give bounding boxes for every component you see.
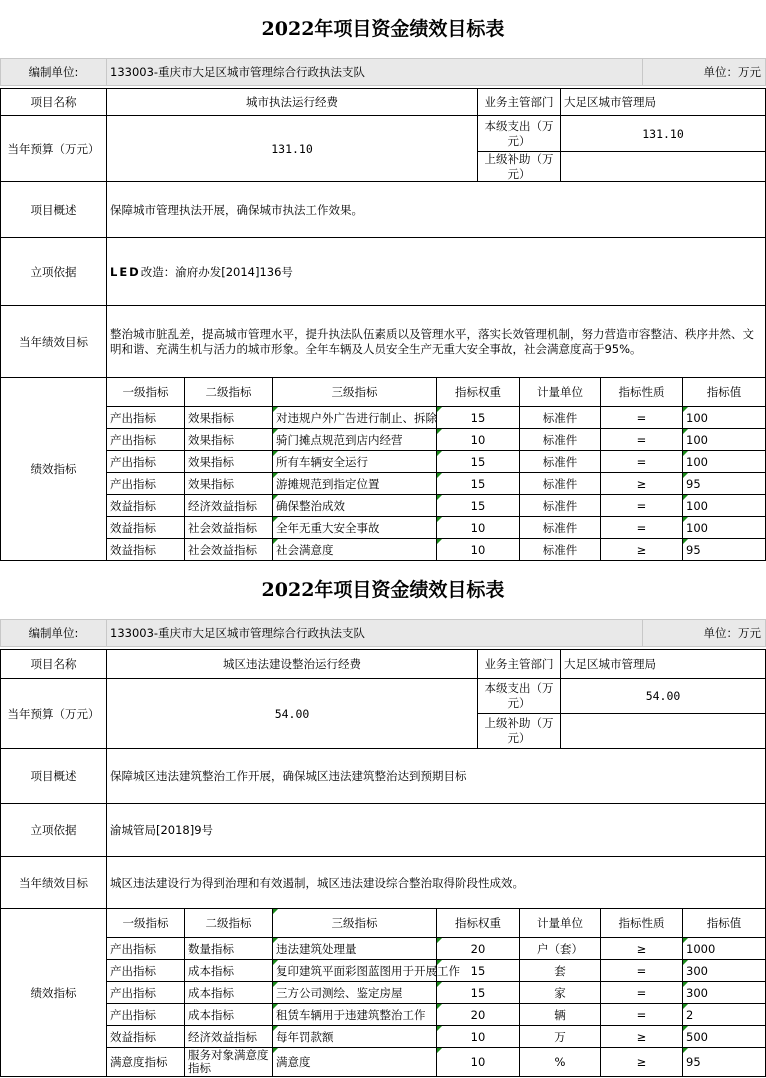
row-nature: ≥ [601,1048,683,1077]
row-level3: 满意度 [273,1048,437,1077]
row-weight: 10 [437,429,520,451]
dept-value: 大足区城市管理局 [561,88,766,116]
header-nature: 指标性质 [601,909,683,938]
row-level1: 效益指标 [107,1026,185,1048]
row-level2: 效果指标 [185,451,273,473]
row-unit: % [520,1048,601,1077]
row-value: 2 [683,1004,766,1026]
basis-label: 立项依据 [0,804,107,857]
dept-value: 大足区城市管理局 [561,649,766,679]
row-level1: 产出指标 [107,960,185,982]
header-weight: 指标权重 [437,378,520,407]
indicator-label: 绩效指标 [0,909,107,1077]
budget-value: 54.00 [107,679,478,749]
header-unit: 计量单位 [520,909,601,938]
row-unit: 标准件 [520,429,601,451]
row-value: 95 [683,539,766,561]
upper-subsidy-value [561,714,766,749]
row-weight: 15 [437,982,520,1004]
header-unit: 计量单位 [520,378,601,407]
goal-text: 城区违法建设行为得到治理和有效遏制，城区违法建设综合整治取得阶段性成效。 [107,857,766,909]
row-level1: 效益指标 [107,495,185,517]
row-nature: = [601,982,683,1004]
org-label: 编制单位: [0,58,107,86]
unit-label: 单位：万元 [643,58,766,86]
row-value: 100 [683,407,766,429]
row-level3: 确保整治成效 [273,495,437,517]
unit-label: 单位：万元 [643,619,766,647]
row-level1: 产出指标 [107,407,185,429]
row-level1: 产出指标 [107,1004,185,1026]
header-nature: 指标性质 [601,378,683,407]
row-unit: 标准件 [520,517,601,539]
row-level2: 社会效益指标 [185,517,273,539]
overview-label: 项目概述 [0,749,107,804]
row-unit: 标准件 [520,495,601,517]
row-nature: ≥ [601,1026,683,1048]
upper-subsidy-value [561,152,766,182]
row-level1: 满意度指标 [107,1048,185,1077]
goal-label: 当年绩效目标 [0,857,107,909]
header-value: 指标值 [683,909,766,938]
row-unit: 标准件 [520,539,601,561]
row-level2: 成本指标 [185,982,273,1004]
row-nature: = [601,451,683,473]
row-nature: ≥ [601,473,683,495]
row-value: 300 [683,960,766,982]
indicator-label: 绩效指标 [0,378,107,561]
header-level2: 二级指标 [185,378,273,407]
basis-text: 渝城管局[2018]9号 [107,804,766,857]
row-level1: 效益指标 [107,539,185,561]
row-unit: 户（套） [520,938,601,960]
table-title: 2022年项目资金绩效目标表 [261,579,505,601]
row-level2: 效果指标 [185,407,273,429]
row-weight: 20 [437,1004,520,1026]
row-weight: 15 [437,451,520,473]
budget-label: 当年预算（万元） [0,679,107,749]
row-level2: 成本指标 [185,1004,273,1026]
header-level1: 一级指标 [107,909,185,938]
row-level1: 效益指标 [107,517,185,539]
row-level3: 游摊规范到指定位置 [273,473,437,495]
row-unit: 标准件 [520,407,601,429]
row-weight: 20 [437,938,520,960]
row-nature: = [601,495,683,517]
basis-text: 改造：渝府办发[2014]136号 [140,264,293,279]
own-spend-value: 131.10 [561,116,766,152]
row-level1: 产出指标 [107,451,185,473]
header-value: 指标值 [683,378,766,407]
row-weight: 10 [437,517,520,539]
budget-label: 当年预算（万元） [0,116,107,182]
own-spend-label: 本级支出（万元） [478,679,561,714]
row-level2: 经济效益指标 [185,1026,273,1048]
upper-subsidy-label: 上级补助（万元） [478,152,561,182]
project-name: 城区违法建设整治运行经费 [107,649,478,679]
own-spend-value: 54.00 [561,679,766,714]
row-level1: 产出指标 [107,982,185,1004]
row-weight: 10 [437,1026,520,1048]
row-level3: 对违规户外广告进行制止、拆除 [273,407,437,429]
row-value: 100 [683,429,766,451]
org-value: 133003-重庆市大足区城市管理综合行政执法支队 [107,58,643,86]
budget-value: 131.10 [107,116,478,182]
row-value: 500 [683,1026,766,1048]
upper-subsidy-label: 上级补助（万元） [478,714,561,749]
overview-label: 项目概述 [0,182,107,238]
own-spend-label: 本级支出（万元） [478,116,561,152]
row-value: 100 [683,517,766,539]
project-name-label: 项目名称 [0,88,107,116]
header-level3: 三级指标 [273,909,437,938]
row-weight: 15 [437,473,520,495]
basis-cell [107,238,766,306]
row-nature: = [601,429,683,451]
row-level2: 社会效益指标 [185,539,273,561]
row-level1: 产出指标 [107,473,185,495]
table-title: 2022年项目资金绩效目标表 [261,18,505,40]
row-level3: 所有车辆安全运行 [273,451,437,473]
project-name-label: 项目名称 [0,649,107,679]
row-value: 95 [683,473,766,495]
dept-label: 业务主管部门 [478,88,561,116]
row-weight: 15 [437,407,520,429]
row-level3: 租赁车辆用于违建筑整治工作 [273,1004,437,1026]
row-unit: 标准件 [520,451,601,473]
row-level2: 服务对象满意度指标 [185,1048,273,1077]
row-value: 1000 [683,938,766,960]
row-value: 100 [683,451,766,473]
row-nature: = [601,407,683,429]
header-level1: 一级指标 [107,378,185,407]
dept-label: 业务主管部门 [478,649,561,679]
row-level3: 社会满意度 [273,539,437,561]
row-weight: 10 [437,1048,520,1077]
row-value: 100 [683,495,766,517]
row-level2: 成本指标 [185,960,273,982]
overview-text: 保障城市管理执法开展，确保城市执法工作效果。 [107,182,766,238]
org-value: 133003-重庆市大足区城市管理综合行政执法支队 [107,619,643,647]
row-level3: 违法建筑处理量 [273,938,437,960]
row-weight: 15 [437,495,520,517]
row-level2: 效果指标 [185,473,273,495]
row-nature: ≥ [601,539,683,561]
row-level3: 骑门摊点规范到店内经营 [273,429,437,451]
header-level3: 三级指标 [273,378,437,407]
goal-label: 当年绩效目标 [0,306,107,378]
row-level2: 效果指标 [185,429,273,451]
row-level3: 三方公司测绘、鉴定房屋 [273,982,437,1004]
org-label: 编制单位: [0,619,107,647]
basis-prefix: LED [110,264,141,279]
row-level3: 每年罚款额 [273,1026,437,1048]
row-unit: 万 [520,1026,601,1048]
header-level2: 二级指标 [185,909,273,938]
basis-label: 立项依据 [0,238,107,306]
row-nature: = [601,960,683,982]
row-unit: 标准件 [520,473,601,495]
row-value: 300 [683,982,766,1004]
row-unit: 套 [520,960,601,982]
row-level2: 经济效益指标 [185,495,273,517]
row-value: 95 [683,1048,766,1077]
row-level2: 数量指标 [185,938,273,960]
row-unit: 辆 [520,1004,601,1026]
row-level1: 产出指标 [107,938,185,960]
goal-text: 整治城市脏乱差，提高城市管理水平，提升执法队伍素质以及管理水平，落实长效管理机制，努力营造市容整洁、秩序井然、文明和谐、充满生机与活力的城市形象。全年车辆及人员安全生产无重大安全事故，社会满意度高于95%。 [107,306,766,378]
row-level1: 产出指标 [107,429,185,451]
header-weight: 指标权重 [437,909,520,938]
overview-text: 保障城区违法建筑整治工作开展，确保城区违法建筑整治达到预期目标 [107,749,766,804]
row-weight: 15 [437,960,520,982]
row-nature: ≥ [601,938,683,960]
row-level3: 复印建筑平面彩图蓝图用于开展工作 [273,960,437,982]
project-name: 城市执法运行经费 [107,88,478,116]
row-nature: = [601,1004,683,1026]
row-nature: = [601,517,683,539]
row-level3: 全年无重大安全事故 [273,517,437,539]
row-weight: 10 [437,539,520,561]
row-unit: 家 [520,982,601,1004]
